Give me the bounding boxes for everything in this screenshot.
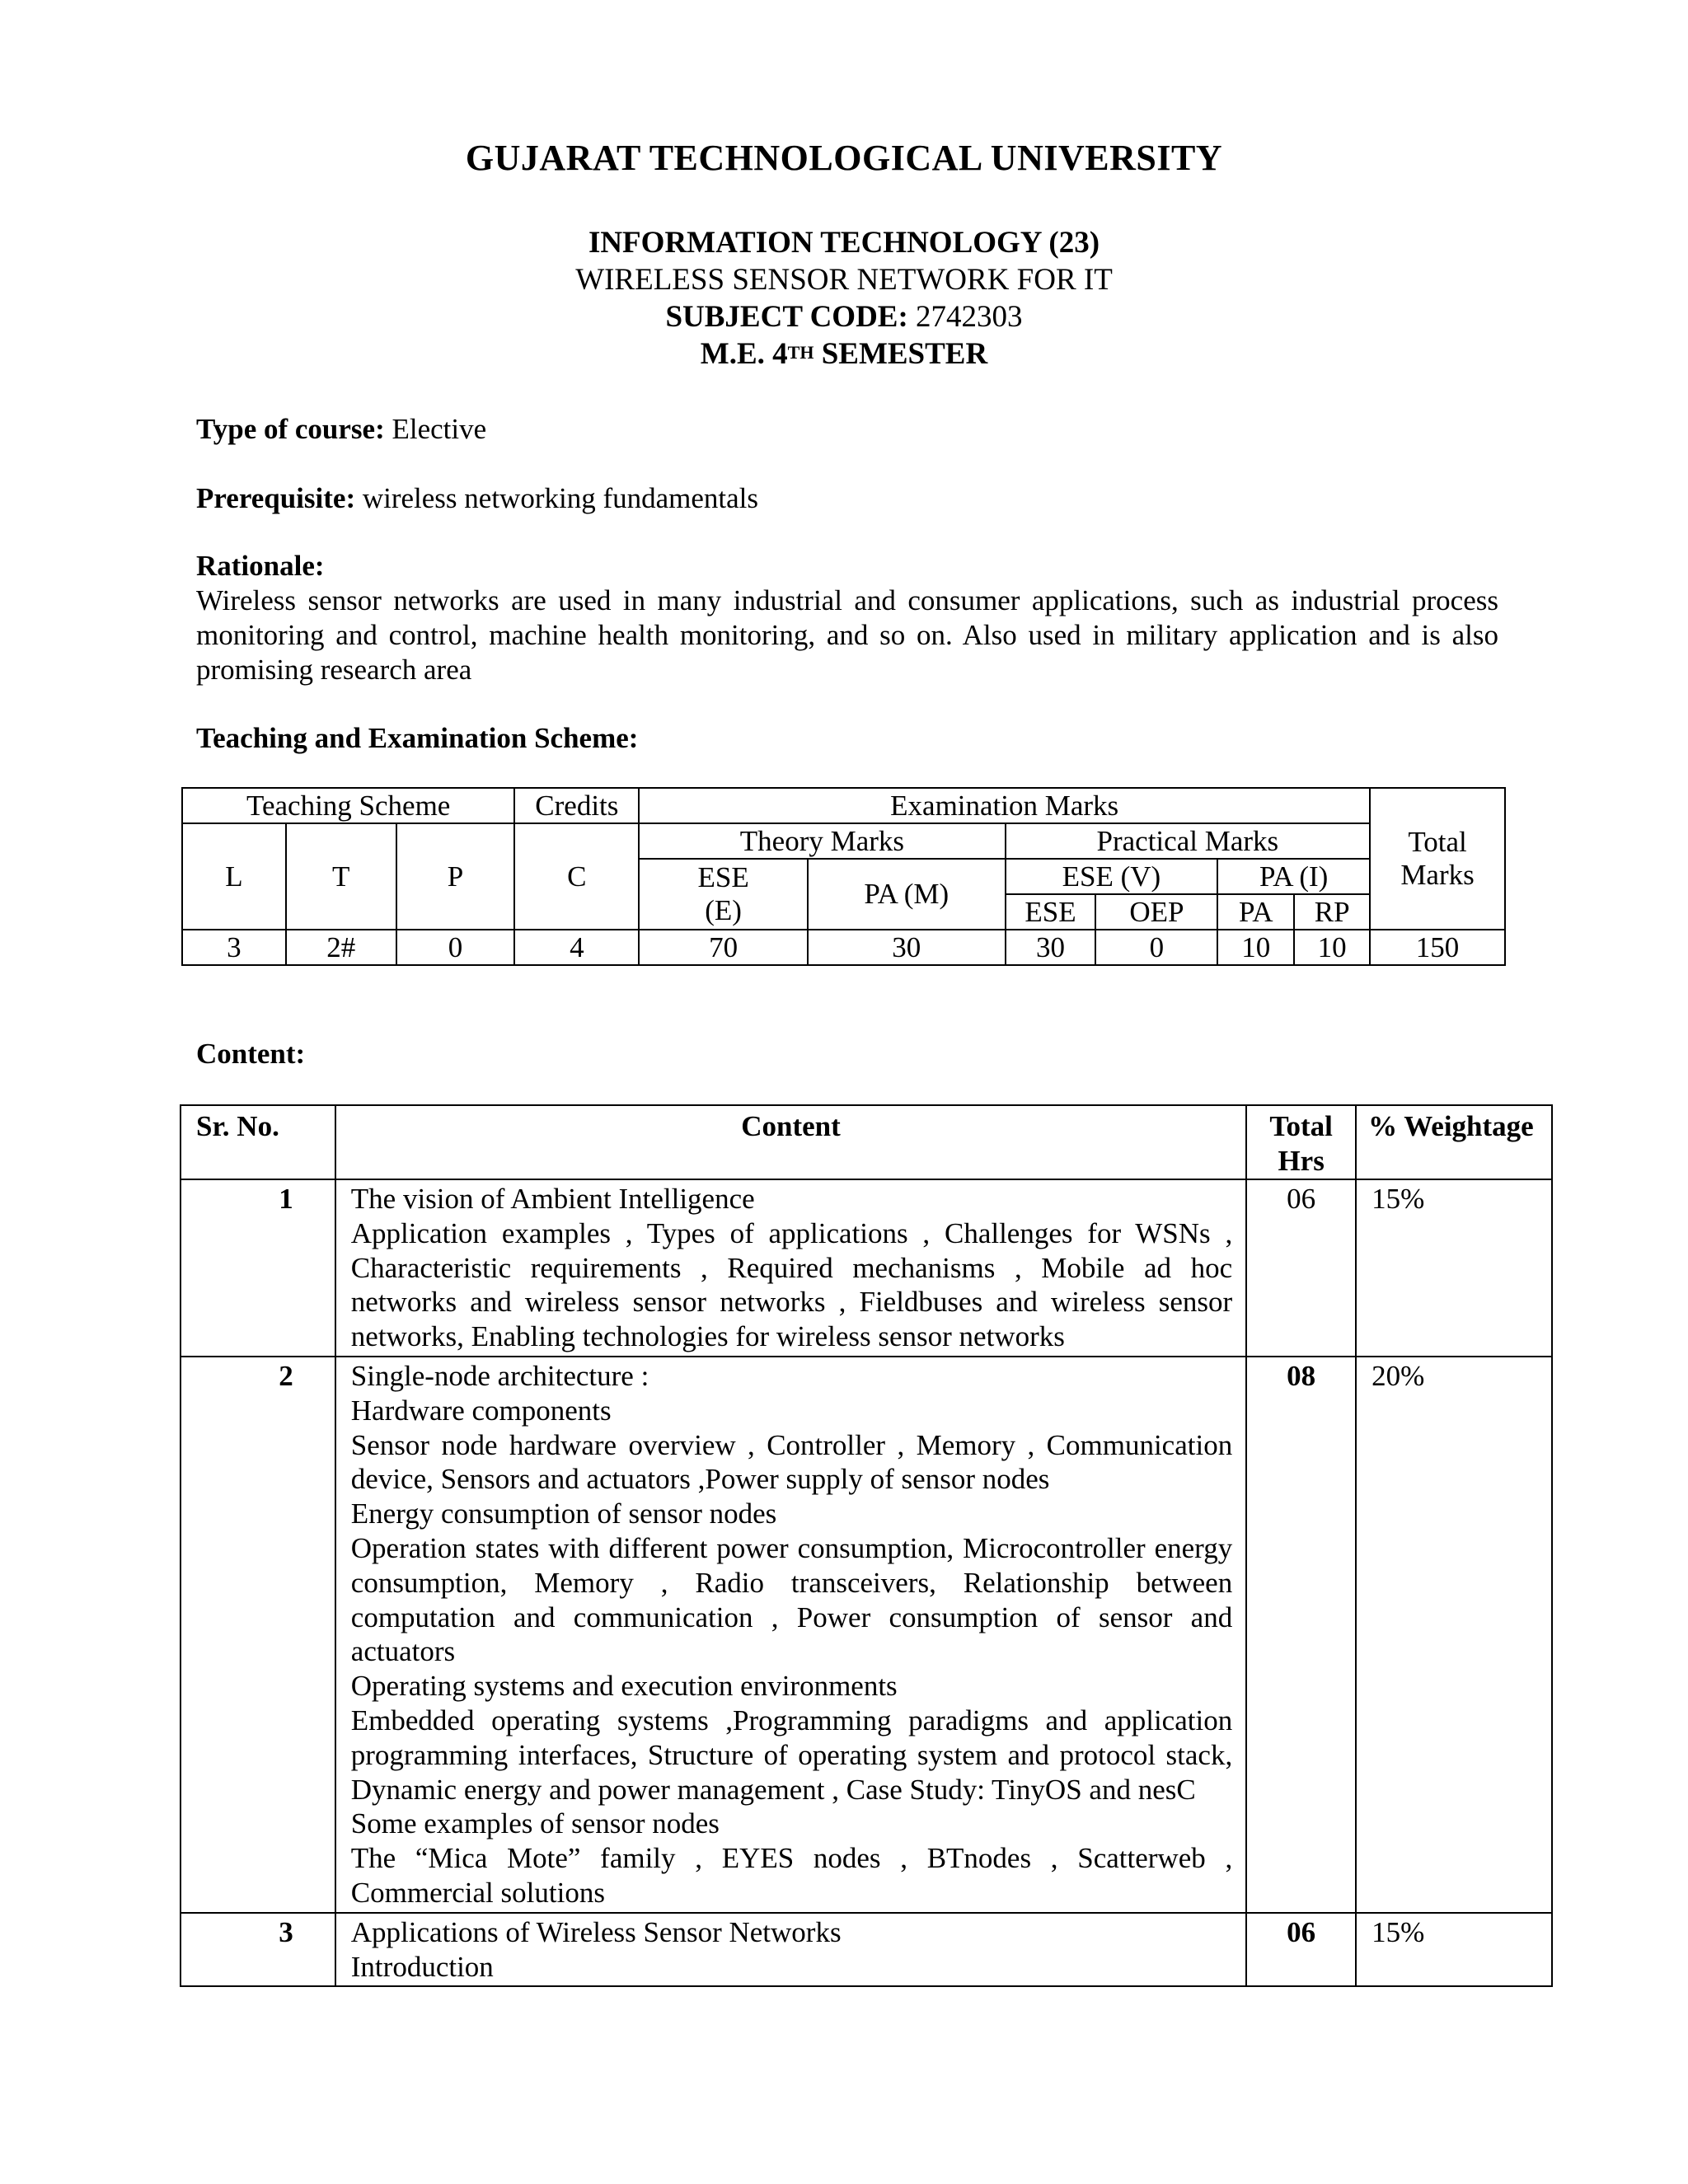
total-hrs-label-2: Hrs [1278,1145,1325,1177]
course-type [196,412,1498,447]
sr-no-header: Sr. No. [181,1105,335,1179]
content-line: The vision of Ambient Intelligence [350,1183,755,1215]
pa-subheader: PA [1217,894,1294,930]
content-header: Content [335,1105,1246,1179]
content-line: Operation states with different power consumption, Microcontroller energy consumption, Memory , Radio transceivers, Relationship between computation and communication , Power consumption of sensor and actuators [350,1531,1233,1668]
rationale-text: Wireless sensor networks are used in many industrial and consumer applications, such as industrial process monitoring and control, machine health monitoring, and so on. Also used in military application and is also promising research area [196,584,1498,686]
total-marks-label-2: Marks [1400,859,1475,891]
content-line: Application examples , Types of applications , Challenges for WSNs , Characteristic requirements , Required mechanisms , Mobile ad hoc networks and wireless sensor networks , Fieldbuses and wireless sensor networks, Enabling technologies for wireless sensor networks [350,1216,1233,1353]
ese-subheader: ESE [1006,894,1096,930]
rationale-label: Rationale: [196,550,325,582]
course-type-label: Type of course: [196,413,385,445]
content-table [180,1104,1553,1987]
scheme-heading [196,721,1498,756]
total-marks-header [1370,788,1505,930]
credit-header: C [514,823,639,930]
teaching-scheme-table [181,787,1506,966]
exam-marks-header: Examination Marks [639,788,1370,823]
prerequisite [196,481,1498,516]
content-heading [196,1037,1498,1071]
total-hrs-label-1: Total [1269,1110,1333,1142]
content-line: Embedded operating systems ,Programming paradigms and application programming interfaces, Structure of operating system and protocol stack, Dynamic energy and power management , Case Study: TinyOS and nesC [350,1704,1233,1806]
row-hours: 06 [1246,1913,1356,1987]
prerequisite-value: wireless networking fundamentals [355,482,759,514]
content-row [181,1179,1552,1357]
scheme-heading-label: Teaching and Examination Scheme: [196,722,639,754]
ese-e-header [639,859,808,930]
scheme-value-c: 4 [514,930,639,965]
prerequisite-label: Prerequisite: [196,482,356,514]
row-sr-no: 3 [181,1913,335,1987]
scheme-value-pa-m: 30 [808,930,1006,965]
rp-subheader: RP [1294,894,1370,930]
content-line: Applications of Wireless Sensor Networks [350,1915,842,1948]
practical-header: P [396,823,515,930]
weightage-header: % Weightage [1356,1105,1552,1179]
row-sr-no: 2 [181,1357,335,1913]
scheme-values-row [182,930,1505,965]
scheme-value-ese: 30 [1006,930,1096,965]
semester-superscript: TH [787,342,814,363]
lecture-header: L [182,823,286,930]
scheme-value-p: 0 [396,930,515,965]
content-line: Hardware components [350,1394,612,1427]
row-hours: 06 [1246,1179,1356,1357]
scheme-value-t: 2# [286,930,396,965]
ese-e-label-1: ESE [697,861,749,893]
content-row [181,1357,1552,1913]
content-line: Energy consumption of sensor nodes [350,1497,777,1530]
ese-e-label-2: (E) [705,894,742,926]
semester-suffix: SEMESTER [814,337,988,371]
content-line: Operating systems and execution environments [350,1670,898,1703]
row-content [335,1913,1246,1987]
row-content [335,1357,1246,1913]
university-title: GUJARAT TECHNOLOGICAL UNIVERSITY [465,138,1223,178]
scheme-value-oep: 0 [1095,930,1217,965]
row-content [335,1179,1246,1357]
row-weightage: 15% [1356,1179,1552,1357]
pa-i-header: PA (I) [1217,859,1370,894]
credits-header: Credits [514,788,639,823]
scheme-value-total: 150 [1370,930,1505,965]
oep-subheader: OEP [1095,894,1217,930]
content-line: Introduction [350,1950,494,1983]
scheme-value-l: 3 [182,930,286,965]
theory-marks-header: Theory Marks [639,823,1005,859]
subject-code-label: SUBJECT CODE: [665,300,908,334]
scheme-value-rp: 10 [1294,930,1370,965]
semester-line [0,335,1688,373]
content-heading-label: Content: [196,1038,306,1070]
subject-code-line [0,298,1688,335]
department-name: INFORMATION TECHNOLOGY (23) [588,226,1100,260]
content-header-row [181,1105,1552,1179]
teaching-scheme-header: Teaching Scheme [182,788,514,823]
content-line: The “Mica Mote” family , EYES nodes , BTnodes , Scatterweb , Commercial solutions [350,1842,1233,1909]
scheme-value-pa: 10 [1217,930,1294,965]
row-weightage: 20% [1356,1357,1552,1913]
course-type-value: Elective [384,413,487,445]
row-hours: 08 [1246,1357,1356,1913]
total-hrs-header [1246,1105,1356,1179]
content-line: Single-node architecture : [350,1359,649,1392]
course-header [0,224,1688,373]
practical-marks-header: Practical Marks [1006,823,1371,859]
content-line: Some examples of sensor nodes [350,1807,720,1840]
content-row [181,1913,1552,1987]
scheme-value-ese-e: 70 [639,930,808,965]
ese-v-header: ESE (V) [1006,859,1218,894]
pa-m-header: PA (M) [808,859,1006,930]
row-sr-no: 1 [181,1179,335,1357]
semester-prefix: M.E. 4 [700,337,788,371]
tutorial-header: T [286,823,396,930]
subject-name: WIRELESS SENSOR NETWORK FOR IT [575,263,1113,297]
total-marks-label-1: Total [1408,826,1467,858]
subject-code-value: 2742303 [907,300,1023,334]
content-line: Sensor node hardware overview , Controller , Memory , Communication device, Sensors and actuators ,Power supply of sensor nodes [350,1428,1233,1496]
rationale-heading [196,549,1498,583]
row-weightage: 15% [1356,1913,1552,1987]
